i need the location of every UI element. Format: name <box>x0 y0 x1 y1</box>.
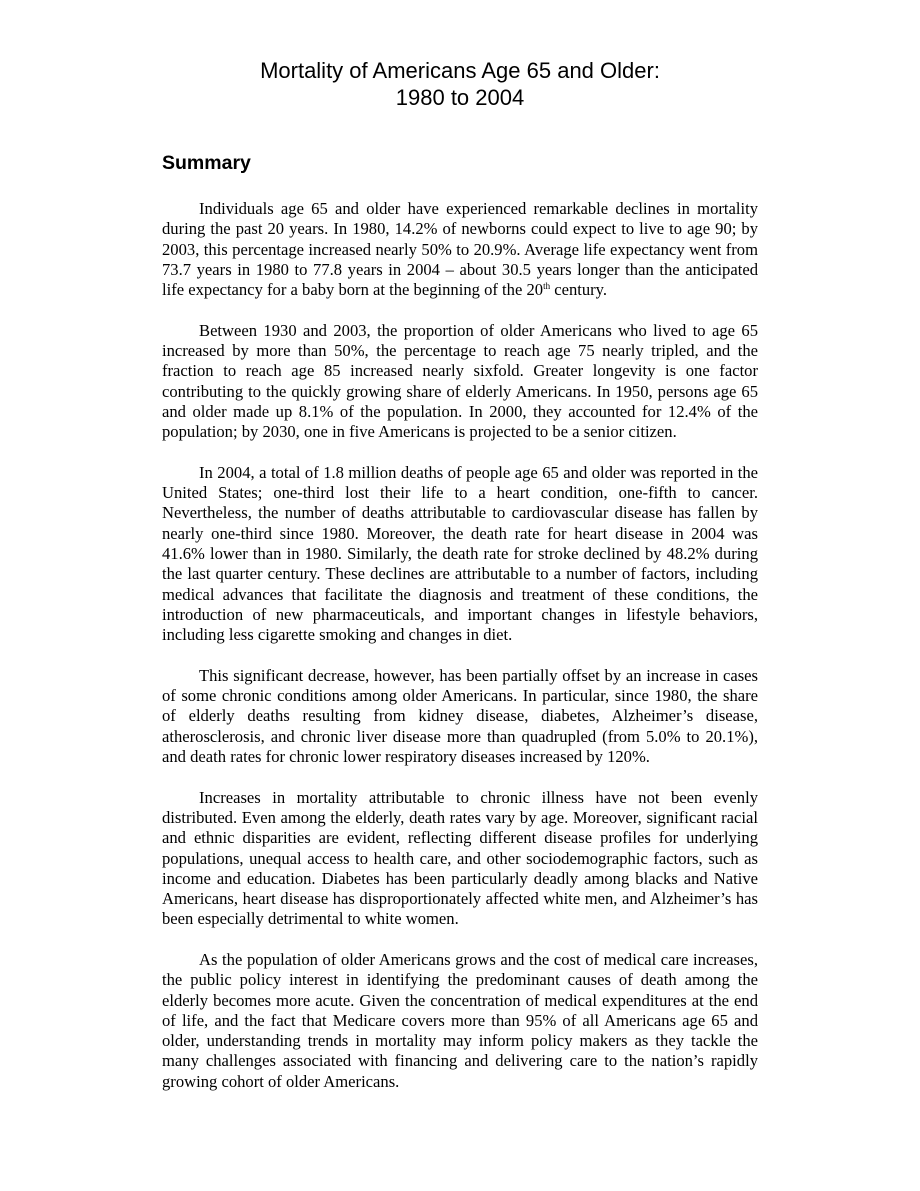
document-page <box>162 57 758 1112</box>
superscript: th <box>543 281 551 292</box>
paragraph-longevity: Between 1930 and 2003, the proportion of older Americans who lived to age 65 increased by more than 50%, the percentage to reach age 75 nearly tripled, and the fraction to reach age 85 increased nearly sixfold. Greater longevity is one factor contributing to the quickly growing share of elderly Americans. In 1950, persons age 65 and older made up 8.1% of the population. In 2000, they accounted for 12.4% of the population; by 2030, one in five Americans is projected to be a senior citizen. <box>162 320 758 442</box>
paragraph-text: Individuals age 65 and older have experienced remarkable declines in mortality during the past 20 years. In 1980, 14.2% of newborns could expect to live to age 90; by 2003, this percentage increased nearly 50% to 20.9%. Average life expectancy went from 73.7 years in 1980 to 77.8 years in 2004 – about 30.5 years longer than the anticipated life expectancy for a baby born at the beginning of the 20 <box>162 199 758 300</box>
title-line-2: 1980 to 2004 <box>395 85 525 110</box>
paragraph-disparities: Increases in mortality attributable to chronic illness have not been evenly distributed. Even among the elderly, death rates vary by age. Moreover, significant racial and ethnic disparities are evident, reflecting different disease profiles for underlying populations, unequal access to health care, and other sociodemographic factors, such as income and education. Diabetes has been particularly deadly among blacks and Native Americans, heart disease has disproportionately affected white men, and Alzheimer’s has been especially detrimental to white women. <box>162 787 758 929</box>
title-line-1: Mortality of Americans Age 65 and Older: <box>260 58 660 83</box>
paragraph-life-expectancy <box>162 199 758 300</box>
summary-body <box>162 199 758 1092</box>
paragraph-policy: As the population of older Americans grows and the cost of medical care increases, the public policy interest in identifying the predominant causes of death among the elderly becomes more acute. Given the concentration of medical expenditures at the end of life, and the fact that Medicare covers more than 95% of all Americans age 65 and older, understanding trends in mortality may inform policy makers as they tackle the many challenges associated with financing and delivering care to the nation’s rapidly growing cohort of older Americans. <box>162 949 758 1091</box>
section-heading: Summary <box>162 152 251 174</box>
paragraph-tail: century. <box>550 280 608 300</box>
paragraph-chronic-conditions: This significant decrease, however, has been partially offset by an increase in cases of some chronic conditions among older Americans. In particular, since 1980, the share of elderly deaths resulting from kidney disease, diabetes, Alzheimer’s disease, atherosclerosis, and chronic liver disease more than quadrupled (from 5.0% to 20.1%), and death rates for chronic lower respiratory diseases increased by 120%. <box>162 665 758 767</box>
paragraph-deaths-2004: In 2004, a total of 1.8 million deaths of people age 65 and older was reported in the United States; one-third lost their life to a heart condition, one-fifth to cancer. Nevertheless, the number of deaths attributable to cardiovascular disease has fallen by nearly one-third since 1980. Moreover, the death rate for heart disease in 2004 was 41.6% lower than in 1980. Similarly, the death rate for stroke declined by 48.2% during the last quarter century. These declines are attributable to a number of factors, including medical advances that facilitate the diagnosis and treatment of these conditions, the introduction of new pharmaceuticals, and important changes in lifestyle behaviors, including less cigarette smoking and changes in diet. <box>162 462 758 645</box>
page-title <box>162 57 758 111</box>
